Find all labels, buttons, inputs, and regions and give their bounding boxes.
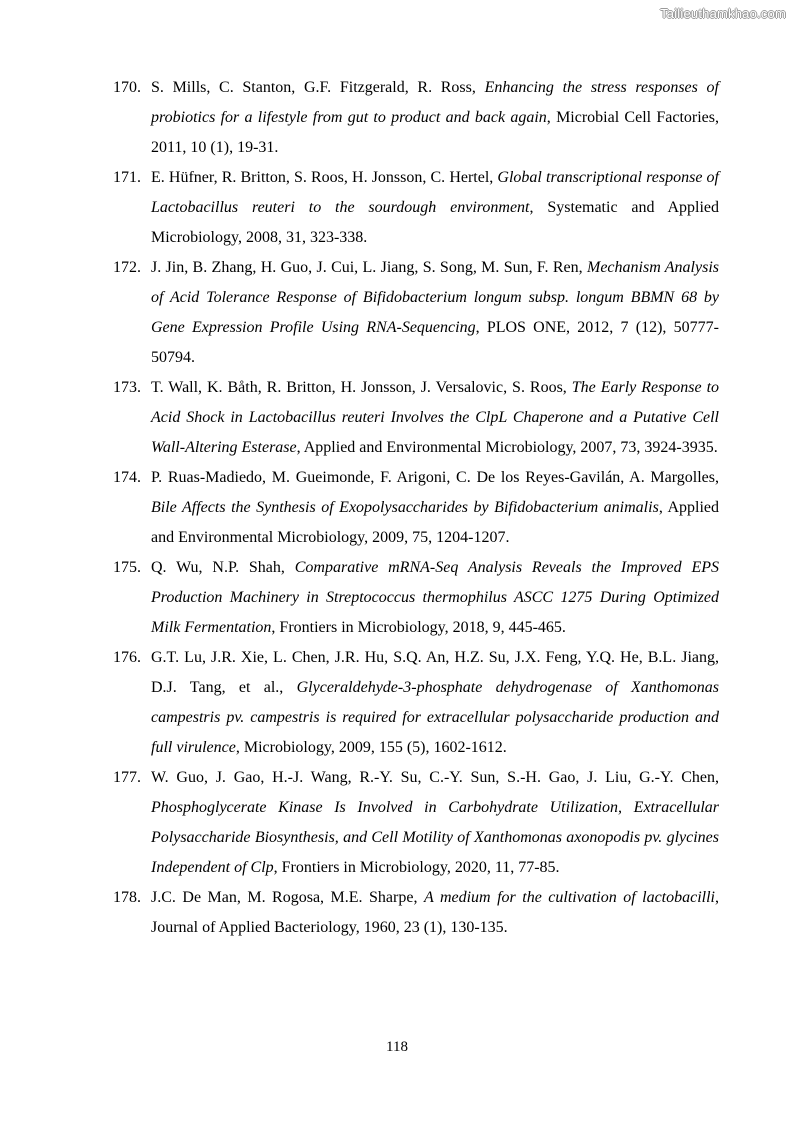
reference-source: , Applied and Environmental Microbiology, 2009, 75, 1204-1207. xyxy=(151,499,720,546)
reference-number: 172. xyxy=(113,259,141,276)
reference-item xyxy=(113,763,719,883)
reference-authors: E. Hüfner, R. Britton, S. Roos, H. Jonsson, C. Hertel, xyxy=(151,169,498,186)
reference-authors: S. Mills, C. Stanton, G.F. Fitzgerald, R. Ross, xyxy=(151,79,485,96)
reference-title: Comparative mRNA-Seq Analysis Reveals the Improved EPS Production Machinery in Streptococcus thermophilus ASCC 1275 During Optimized Milk Fermentation xyxy=(151,559,719,636)
reference-item xyxy=(113,253,719,373)
reference-number: 171. xyxy=(113,169,141,186)
reference-title: Mechanism Analysis of Acid Tolerance Response of Bifidobacterium longum subsp. longum BBMN 68 by Gene Expression Profile Using RNA-Sequencing xyxy=(151,259,719,336)
reference-source: , Microbial Cell Factories, 2011, 10 (1), 19-31. xyxy=(151,109,720,156)
reference-item xyxy=(113,463,719,553)
reference-item xyxy=(113,73,719,163)
reference-source: , Frontiers in Microbiology, 2020, 11, 77-85. xyxy=(273,859,560,876)
reference-authors: P. Ruas-Madiedo, M. Gueimonde, F. Arigoni, C. De los Reyes-Gavilán, A. Margolles, xyxy=(151,469,719,486)
reference-number: 175. xyxy=(113,559,141,576)
reference-authors: T. Wall, K. Båth, R. Britton, H. Jonsson, J. Versalovic, S. Roos, xyxy=(151,379,572,396)
reference-authors: J.C. De Man, M. Rogosa, M.E. Sharpe, xyxy=(151,889,424,906)
reference-title: A medium for the cultivation of lactobacilli xyxy=(423,889,716,906)
page-number: 118 xyxy=(386,1039,408,1055)
reference-title: Glyceraldehyde-3-phosphate dehydrogenase of Xanthomonas campestris pv. campestris is required for extracellular polysaccharide production and full virulence xyxy=(151,679,720,756)
reference-source: , Microbiology, 2009, 155 (5), 1602-1612. xyxy=(235,739,507,756)
reference-source: , Journal of Applied Bacteriology, 1960, 23 (1), 130-135. xyxy=(151,889,720,936)
reference-title: Bile Affects the Synthesis of Exopolysaccharides by Bifidobacterium animalis xyxy=(151,499,659,516)
reference-title: Phosphoglycerate Kinase Is Involved in Carbohydrate Utilization, Extracellular Polysaccharide Biosynthesis, and Cell Motility of Xanthomonas axonopodis pv. glycines Independent of Clp xyxy=(151,799,719,876)
reference-number: 177. xyxy=(113,769,141,786)
reference-source: , Frontiers in Microbiology, 2018, 9, 445-465. xyxy=(271,619,566,636)
reference-title: Global transcriptional response of Lactobacillus reuteri to the sourdough environment xyxy=(151,169,719,216)
watermark-text: Tailieuthamkhao.com xyxy=(660,6,786,21)
reference-item xyxy=(113,883,719,943)
reference-list xyxy=(113,73,719,943)
reference-item xyxy=(113,163,719,253)
reference-number: 176. xyxy=(113,649,141,666)
reference-number: 170. xyxy=(113,79,141,96)
reference-authors: W. Guo, J. Gao, H.-J. Wang, R.-Y. Su, C.-Y. Sun, S.-H. Gao, J. Liu, G.-Y. Chen, xyxy=(151,769,719,786)
reference-item xyxy=(113,553,719,643)
reference-item xyxy=(113,373,719,463)
reference-source: , Applied and Environmental Microbiology, 2007, 73, 3924-3935. xyxy=(296,439,718,456)
reference-title: The Early Response to Acid Shock in Lactobacillus reuteri Involves the ClpL Chaperone and a Putative Cell Wall-Altering Esterase xyxy=(151,379,720,456)
reference-source: , Systematic and Applied Microbiology, 2008, 31, 323-338. xyxy=(151,199,719,246)
reference-number: 178. xyxy=(113,889,141,906)
reference-number: 174. xyxy=(113,469,141,486)
reference-title: Enhancing the stress responses of probiotics for a lifestyle from gut to product and back again xyxy=(151,79,720,126)
reference-authors: Q. Wu, N.P. Shah, xyxy=(151,559,295,576)
reference-item xyxy=(113,643,719,763)
reference-authors: G.T. Lu, J.R. Xie, L. Chen, J.R. Hu, S.Q. An, H.Z. Su, J.X. Feng, Y.Q. He, B.L. Jiang, D.J. Tang, et al., xyxy=(151,649,719,696)
reference-number: 173. xyxy=(113,379,141,396)
reference-authors: J. Jin, B. Zhang, H. Guo, J. Cui, L. Jiang, S. Song, M. Sun, F. Ren, xyxy=(151,259,587,276)
reference-source: , PLOS ONE, 2012, 7 (12), 50777-50794. xyxy=(151,319,719,366)
